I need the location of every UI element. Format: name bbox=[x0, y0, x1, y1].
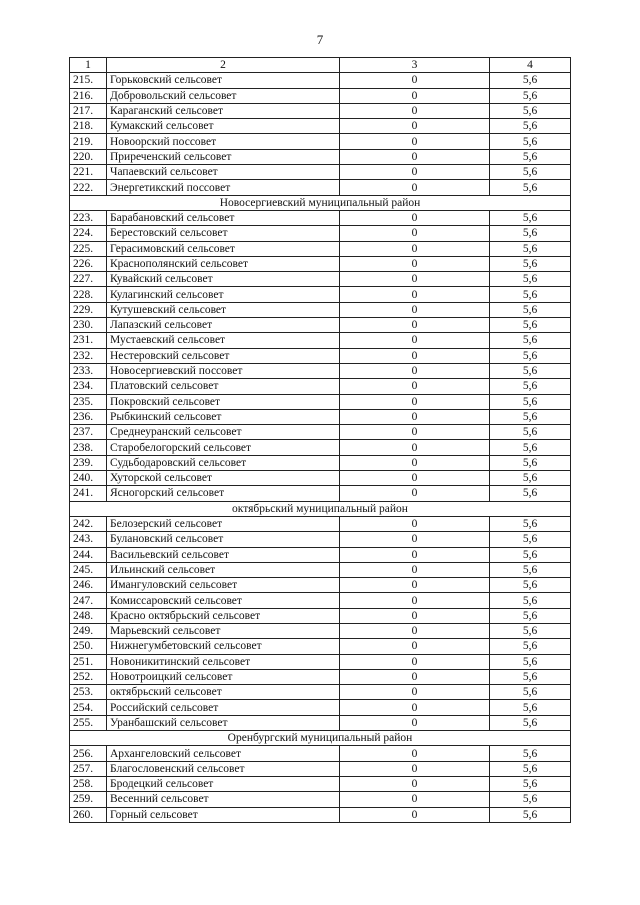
table-row bbox=[70, 807, 571, 822]
column-3-value-cell: 0 bbox=[340, 654, 490, 669]
settlement-name-cell: Чапаевский сельсовет bbox=[107, 165, 340, 180]
settlement-name-cell: Лапазский сельсовет bbox=[107, 318, 340, 333]
row-number-cell: 219. bbox=[70, 134, 107, 149]
row-number-cell: 252. bbox=[70, 669, 107, 684]
settlement-name-cell: Энергетикский поссовет bbox=[107, 180, 340, 195]
table-row bbox=[70, 623, 571, 638]
row-number-cell: 227. bbox=[70, 272, 107, 287]
table-row bbox=[70, 608, 571, 623]
section-header-row bbox=[70, 195, 571, 210]
settlement-name-cell: Караганский сельсовет bbox=[107, 103, 340, 118]
column-3-value-cell: 0 bbox=[340, 715, 490, 730]
column-4-value-cell: 5,6 bbox=[490, 547, 571, 562]
settlement-name-cell: Имангуловский сельсовет bbox=[107, 578, 340, 593]
column-4-value-cell: 5,6 bbox=[490, 302, 571, 317]
column-4-value-cell: 5,6 bbox=[490, 394, 571, 409]
table-row bbox=[70, 700, 571, 715]
settlement-name-cell: Благословенский сельсовет bbox=[107, 761, 340, 776]
settlement-name-cell: Хуторской сельсовет bbox=[107, 471, 340, 486]
row-number-cell: 218. bbox=[70, 119, 107, 134]
column-3-value-cell: 0 bbox=[340, 134, 490, 149]
settlement-name-cell: Нижнегумбетовский сельсовет bbox=[107, 639, 340, 654]
row-number-cell: 241. bbox=[70, 486, 107, 501]
table-body bbox=[70, 58, 571, 823]
column-3-value-cell: 0 bbox=[340, 409, 490, 424]
row-number-cell: 240. bbox=[70, 471, 107, 486]
settlement-name-cell: Платовский сельсовет bbox=[107, 379, 340, 394]
column-3-value-cell: 0 bbox=[340, 623, 490, 638]
table-row bbox=[70, 134, 571, 149]
column-4-value-cell: 5,6 bbox=[490, 486, 571, 501]
row-number-cell: 257. bbox=[70, 761, 107, 776]
table-header-row bbox=[70, 58, 571, 73]
row-number-cell: 224. bbox=[70, 226, 107, 241]
column-3-value-cell: 0 bbox=[340, 807, 490, 822]
table-row bbox=[70, 593, 571, 608]
column-header-4: 4 bbox=[490, 58, 571, 73]
column-header-3: 3 bbox=[340, 58, 490, 73]
row-number-cell: 235. bbox=[70, 394, 107, 409]
column-3-value-cell: 0 bbox=[340, 516, 490, 531]
table-row bbox=[70, 363, 571, 378]
table-row bbox=[70, 409, 571, 424]
column-4-value-cell: 5,6 bbox=[490, 318, 571, 333]
column-3-value-cell: 0 bbox=[340, 226, 490, 241]
column-4-value-cell: 5,6 bbox=[490, 363, 571, 378]
column-header-1: 1 bbox=[70, 58, 107, 73]
column-3-value-cell: 0 bbox=[340, 578, 490, 593]
table-row bbox=[70, 348, 571, 363]
column-3-value-cell: 0 bbox=[340, 455, 490, 470]
column-4-value-cell: 5,6 bbox=[490, 210, 571, 225]
settlement-name-cell: Барабановский сельсовет bbox=[107, 210, 340, 225]
column-4-value-cell: 5,6 bbox=[490, 700, 571, 715]
column-3-value-cell: 0 bbox=[340, 379, 490, 394]
row-number-cell: 221. bbox=[70, 165, 107, 180]
table-row bbox=[70, 761, 571, 776]
column-4-value-cell: 5,6 bbox=[490, 226, 571, 241]
column-3-value-cell: 0 bbox=[340, 394, 490, 409]
column-4-value-cell: 5,6 bbox=[490, 654, 571, 669]
row-number-cell: 258. bbox=[70, 776, 107, 791]
row-number-cell: 223. bbox=[70, 210, 107, 225]
column-4-value-cell: 5,6 bbox=[490, 562, 571, 577]
settlement-name-cell: Кутушевский сельсовет bbox=[107, 302, 340, 317]
row-number-cell: 246. bbox=[70, 578, 107, 593]
row-number-cell: 243. bbox=[70, 532, 107, 547]
settlement-name-cell: Судьбодаровский сельсовет bbox=[107, 455, 340, 470]
column-3-value-cell: 0 bbox=[340, 287, 490, 302]
column-3-value-cell: 0 bbox=[340, 776, 490, 791]
table-row bbox=[70, 88, 571, 103]
row-number-cell: 242. bbox=[70, 516, 107, 531]
row-number-cell: 220. bbox=[70, 149, 107, 164]
row-number-cell: 248. bbox=[70, 608, 107, 623]
column-4-value-cell: 5,6 bbox=[490, 272, 571, 287]
column-3-value-cell: 0 bbox=[340, 348, 490, 363]
table-row bbox=[70, 241, 571, 256]
table-row bbox=[70, 165, 571, 180]
settlement-name-cell: Рыбкинский сельсовет bbox=[107, 409, 340, 424]
row-number-cell: 229. bbox=[70, 302, 107, 317]
column-3-value-cell: 0 bbox=[340, 547, 490, 562]
settlement-name-cell: Берестовский сельсовет bbox=[107, 226, 340, 241]
column-3-value-cell: 0 bbox=[340, 792, 490, 807]
settlement-name-cell: Ильинский сельсовет bbox=[107, 562, 340, 577]
settlement-name-cell: Герасимовский сельсовет bbox=[107, 241, 340, 256]
row-number-cell: 244. bbox=[70, 547, 107, 562]
row-number-cell: 238. bbox=[70, 440, 107, 455]
column-header-2: 2 bbox=[107, 58, 340, 73]
settlements-table bbox=[69, 57, 571, 823]
column-4-value-cell: 5,6 bbox=[490, 88, 571, 103]
settlement-name-cell: Васильевский сельсовет bbox=[107, 547, 340, 562]
column-4-value-cell: 5,6 bbox=[490, 73, 571, 88]
settlement-name-cell: Белозерский сельсовет bbox=[107, 516, 340, 531]
column-4-value-cell: 5,6 bbox=[490, 471, 571, 486]
column-3-value-cell: 0 bbox=[340, 608, 490, 623]
column-3-value-cell: 0 bbox=[340, 363, 490, 378]
column-3-value-cell: 0 bbox=[340, 440, 490, 455]
row-number-cell: 215. bbox=[70, 73, 107, 88]
row-number-cell: 250. bbox=[70, 639, 107, 654]
column-4-value-cell: 5,6 bbox=[490, 241, 571, 256]
table-row bbox=[70, 532, 571, 547]
column-4-value-cell: 5,6 bbox=[490, 134, 571, 149]
table-row bbox=[70, 471, 571, 486]
column-3-value-cell: 0 bbox=[340, 302, 490, 317]
column-4-value-cell: 5,6 bbox=[490, 792, 571, 807]
table-row bbox=[70, 685, 571, 700]
table-row bbox=[70, 516, 571, 531]
column-4-value-cell: 5,6 bbox=[490, 256, 571, 271]
settlement-name-cell: Кумакский сельсовет bbox=[107, 119, 340, 134]
settlement-name-cell: Покровский сельсовет bbox=[107, 394, 340, 409]
column-3-value-cell: 0 bbox=[340, 241, 490, 256]
table-row bbox=[70, 440, 571, 455]
row-number-cell: 245. bbox=[70, 562, 107, 577]
table-row bbox=[70, 119, 571, 134]
settlement-name-cell: Среднеуранский сельсовет bbox=[107, 425, 340, 440]
row-number-cell: 236. bbox=[70, 409, 107, 424]
row-number-cell: 249. bbox=[70, 623, 107, 638]
column-3-value-cell: 0 bbox=[340, 746, 490, 761]
table-row bbox=[70, 425, 571, 440]
row-number-cell: 228. bbox=[70, 287, 107, 302]
table-row bbox=[70, 256, 571, 271]
column-4-value-cell: 5,6 bbox=[490, 761, 571, 776]
settlement-name-cell: Краснополянский сельсовет bbox=[107, 256, 340, 271]
row-number-cell: 237. bbox=[70, 425, 107, 440]
settlement-name-cell: Приреченский сельсовет bbox=[107, 149, 340, 164]
column-4-value-cell: 5,6 bbox=[490, 409, 571, 424]
column-4-value-cell: 5,6 bbox=[490, 578, 571, 593]
column-3-value-cell: 0 bbox=[340, 165, 490, 180]
table-row bbox=[70, 302, 571, 317]
column-4-value-cell: 5,6 bbox=[490, 746, 571, 761]
column-4-value-cell: 5,6 bbox=[490, 593, 571, 608]
row-number-cell: 230. bbox=[70, 318, 107, 333]
column-3-value-cell: 0 bbox=[340, 333, 490, 348]
column-4-value-cell: 5,6 bbox=[490, 715, 571, 730]
table-row bbox=[70, 486, 571, 501]
column-3-value-cell: 0 bbox=[340, 103, 490, 118]
page-number: 7 bbox=[316, 32, 324, 47]
section-title: октябрьский муниципальный район bbox=[70, 501, 571, 516]
table-row bbox=[70, 715, 571, 730]
settlement-name-cell: Нестеровский сельсовет bbox=[107, 348, 340, 363]
settlement-name-cell: Кувайский сельсовет bbox=[107, 272, 340, 287]
column-4-value-cell: 5,6 bbox=[490, 776, 571, 791]
column-3-value-cell: 0 bbox=[340, 318, 490, 333]
table-row bbox=[70, 226, 571, 241]
settlement-name-cell: Старобелогорский сельсовет bbox=[107, 440, 340, 455]
table-row bbox=[70, 103, 571, 118]
column-3-value-cell: 0 bbox=[340, 639, 490, 654]
section-header-row bbox=[70, 501, 571, 516]
table-row bbox=[70, 746, 571, 761]
column-4-value-cell: 5,6 bbox=[490, 119, 571, 134]
column-4-value-cell: 5,6 bbox=[490, 379, 571, 394]
row-number-cell: 247. bbox=[70, 593, 107, 608]
column-4-value-cell: 5,6 bbox=[490, 348, 571, 363]
column-3-value-cell: 0 bbox=[340, 685, 490, 700]
column-3-value-cell: 0 bbox=[340, 149, 490, 164]
section-title: Новосергиевский муниципальный район bbox=[70, 195, 571, 210]
settlement-name-cell: Горный сельсовет bbox=[107, 807, 340, 822]
row-number-cell: 251. bbox=[70, 654, 107, 669]
column-3-value-cell: 0 bbox=[340, 256, 490, 271]
table-row bbox=[70, 669, 571, 684]
column-4-value-cell: 5,6 bbox=[490, 639, 571, 654]
column-3-value-cell: 0 bbox=[340, 532, 490, 547]
row-number-cell: 234. bbox=[70, 379, 107, 394]
column-4-value-cell: 5,6 bbox=[490, 685, 571, 700]
settlement-name-cell: Новоникитинский сельсовет bbox=[107, 654, 340, 669]
section-header-row bbox=[70, 731, 571, 746]
settlement-name-cell: Уранбашский сельсовет bbox=[107, 715, 340, 730]
settlement-name-cell: Добровольский сельсовет bbox=[107, 88, 340, 103]
table-row bbox=[70, 73, 571, 88]
row-number-cell: 256. bbox=[70, 746, 107, 761]
section-title: Оренбургский муниципальный район bbox=[70, 731, 571, 746]
column-4-value-cell: 5,6 bbox=[490, 669, 571, 684]
table-row bbox=[70, 792, 571, 807]
settlement-name-cell: Комиссаровский сельсовет bbox=[107, 593, 340, 608]
column-4-value-cell: 5,6 bbox=[490, 532, 571, 547]
row-number-cell: 231. bbox=[70, 333, 107, 348]
row-number-cell: 233. bbox=[70, 363, 107, 378]
settlement-name-cell: Бродецкий сельсовет bbox=[107, 776, 340, 791]
settlement-name-cell: Новосергиевский поссовет bbox=[107, 363, 340, 378]
column-3-value-cell: 0 bbox=[340, 210, 490, 225]
column-4-value-cell: 5,6 bbox=[490, 440, 571, 455]
table-row bbox=[70, 210, 571, 225]
table-row bbox=[70, 562, 571, 577]
column-4-value-cell: 5,6 bbox=[490, 165, 571, 180]
column-3-value-cell: 0 bbox=[340, 425, 490, 440]
column-4-value-cell: 5,6 bbox=[490, 807, 571, 822]
settlement-name-cell: Красно октябрьский сельсовет bbox=[107, 608, 340, 623]
column-3-value-cell: 0 bbox=[340, 73, 490, 88]
row-number-cell: 226. bbox=[70, 256, 107, 271]
settlement-name-cell: Российский сельсовет bbox=[107, 700, 340, 715]
column-3-value-cell: 0 bbox=[340, 761, 490, 776]
table-row bbox=[70, 578, 571, 593]
table-row bbox=[70, 180, 571, 195]
settlement-name-cell: Новотроицкий сельсовет bbox=[107, 669, 340, 684]
settlement-name-cell: Весенний сельсовет bbox=[107, 792, 340, 807]
table-row bbox=[70, 318, 571, 333]
column-3-value-cell: 0 bbox=[340, 180, 490, 195]
column-4-value-cell: 5,6 bbox=[490, 149, 571, 164]
table-row bbox=[70, 776, 571, 791]
row-number-cell: 254. bbox=[70, 700, 107, 715]
column-3-value-cell: 0 bbox=[340, 88, 490, 103]
settlement-name-cell: Ясногорский сельсовет bbox=[107, 486, 340, 501]
column-3-value-cell: 0 bbox=[340, 471, 490, 486]
column-3-value-cell: 0 bbox=[340, 562, 490, 577]
settlement-name-cell: Горьковский сельсовет bbox=[107, 73, 340, 88]
row-number-cell: 225. bbox=[70, 241, 107, 256]
table-row bbox=[70, 455, 571, 470]
column-4-value-cell: 5,6 bbox=[490, 333, 571, 348]
column-4-value-cell: 5,6 bbox=[490, 608, 571, 623]
column-4-value-cell: 5,6 bbox=[490, 425, 571, 440]
column-4-value-cell: 5,6 bbox=[490, 623, 571, 638]
column-4-value-cell: 5,6 bbox=[490, 516, 571, 531]
settlement-name-cell: Кулагинский сельсовет bbox=[107, 287, 340, 302]
settlement-name-cell: Марьевский сельсовет bbox=[107, 623, 340, 638]
settlement-name-cell: Архангеловский сельсовет bbox=[107, 746, 340, 761]
row-number-cell: 259. bbox=[70, 792, 107, 807]
row-number-cell: 222. bbox=[70, 180, 107, 195]
row-number-cell: 217. bbox=[70, 103, 107, 118]
column-3-value-cell: 0 bbox=[340, 593, 490, 608]
settlement-name-cell: Мустаевский сельсовет bbox=[107, 333, 340, 348]
table-row bbox=[70, 394, 571, 409]
row-number-cell: 232. bbox=[70, 348, 107, 363]
settlement-name-cell: Новоорский поссовет bbox=[107, 134, 340, 149]
table-row bbox=[70, 639, 571, 654]
column-4-value-cell: 5,6 bbox=[490, 287, 571, 302]
row-number-cell: 255. bbox=[70, 715, 107, 730]
row-number-cell: 216. bbox=[70, 88, 107, 103]
table-row bbox=[70, 379, 571, 394]
column-3-value-cell: 0 bbox=[340, 700, 490, 715]
table-row bbox=[70, 547, 571, 562]
column-4-value-cell: 5,6 bbox=[490, 180, 571, 195]
column-3-value-cell: 0 bbox=[340, 486, 490, 501]
table-row bbox=[70, 287, 571, 302]
table-row bbox=[70, 654, 571, 669]
column-3-value-cell: 0 bbox=[340, 669, 490, 684]
row-number-cell: 253. bbox=[70, 685, 107, 700]
row-number-cell: 239. bbox=[70, 455, 107, 470]
column-3-value-cell: 0 bbox=[340, 272, 490, 287]
column-3-value-cell: 0 bbox=[340, 119, 490, 134]
settlement-name-cell: октябрьский сельсовет bbox=[107, 685, 340, 700]
column-4-value-cell: 5,6 bbox=[490, 455, 571, 470]
settlement-name-cell: Булановский сельсовет bbox=[107, 532, 340, 547]
row-number-cell: 260. bbox=[70, 807, 107, 822]
table-row bbox=[70, 272, 571, 287]
table-row bbox=[70, 333, 571, 348]
table-row bbox=[70, 149, 571, 164]
column-4-value-cell: 5,6 bbox=[490, 103, 571, 118]
